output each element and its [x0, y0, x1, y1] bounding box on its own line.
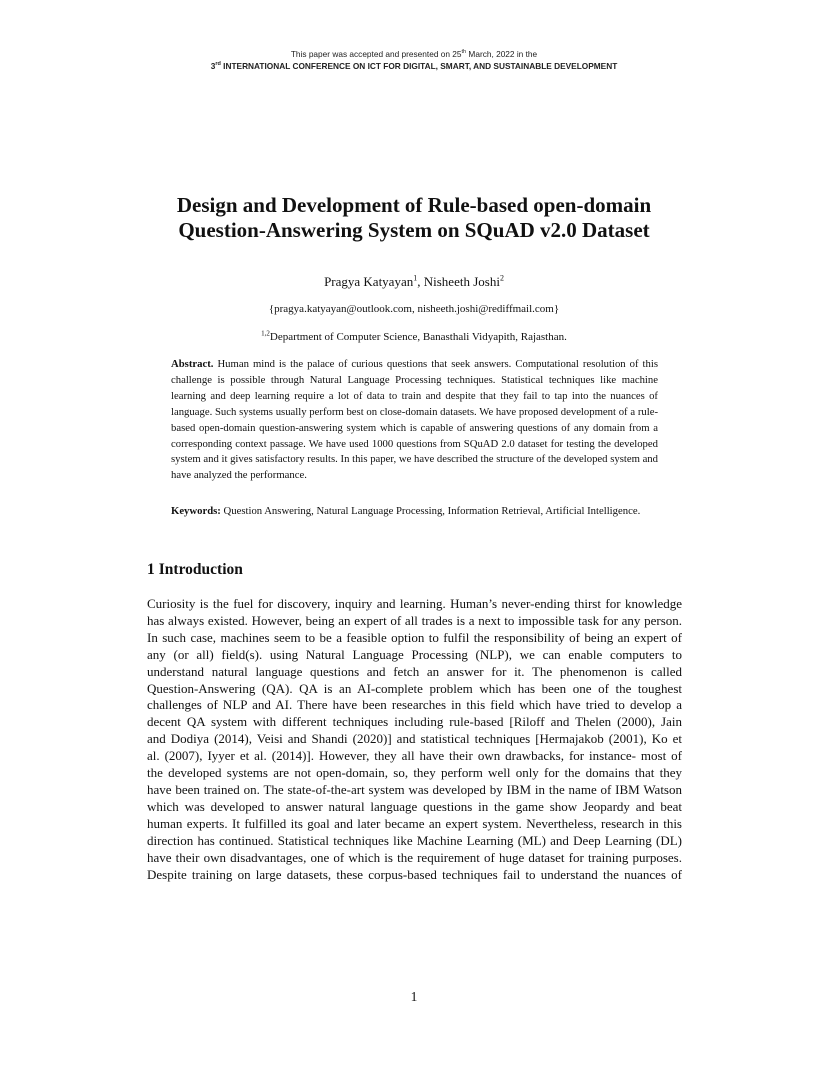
abstract-text: Human mind is the palace of curious questions that seek answers. Computational resolution of this challenge is possible through Natural Language Processing techniques. Statistical techniques like machine learning and deep learning require a lot of data to train and despite that they fail to tap into the nuances of language. Such systems usually perform best on close-domain datasets. We have proposed development of a rule-based open-domain question-answering system which is capable of answering questions of any domain from a corresponding context passage. We have used 1000 questions from SQuAD 2.0 dataset for testing the developed system and it gives satisfactory results. In this paper, we have described the structure of the developed system and have analyzed the performance.	[171, 358, 659, 482]
title-line-1: Design and Development of Rule-based open-domain	[176, 193, 652, 217]
intro-line: the developed systems are not open-domain, so, they perform well only for the domains that they	[147, 765, 682, 781]
section-title: Introduction	[158, 561, 243, 578]
author-list	[0, 274, 828, 290]
intro-line: have their own disadvantages, one of which is the requirement of huge dataset for training purposes.	[147, 849, 682, 865]
intro-line: Curiosity is the fuel for discovery, inquiry and learning. Human’s never-ending thirst for knowledge	[147, 596, 682, 611]
keywords-text: Question Answering, Natural Language Processing, Information Retrieval, Artificial Intelligence.	[223, 505, 641, 517]
intro-line: direction has continued. Statistical techniques like Machine Learning (ML) and Deep Learning (DL)	[147, 832, 682, 848]
affiliation-text: Department of Computer Science, Banasthali Vidyapith, Rajasthan.	[269, 331, 567, 343]
author-1-sup: 1	[413, 273, 418, 283]
author-2: Nisheeth Joshi	[423, 274, 500, 289]
abstract	[171, 357, 658, 484]
section-number: 1	[147, 561, 155, 578]
page-number: 1	[410, 989, 418, 1004]
abstract-label: Abstract.	[171, 358, 214, 370]
introduction-body	[147, 596, 682, 883]
intro-line: Question-Answering (QA). QA is an AI-complete problem which has been one of the toughest	[147, 680, 682, 696]
intro-line: In such case, machines seem to be a feasible option to fulfil the responsibility of being an expert of	[147, 629, 682, 645]
intro-line: and Dodiya (2014), Veisi and Shandi (2020)] and statistical techniques [Hermajakob (2001), Ko et	[147, 731, 682, 747]
title-line-2: Question-Answering System on SQuAD v2.0 Dataset	[178, 218, 650, 242]
intro-line: al. (2007), Iyyer et al. (2014)]. However, they all have their own drawbacks, for instance- most of	[147, 748, 682, 764]
intro-line: understand natural language questions and fetch an answer for it. The phenomenon is called	[147, 663, 682, 679]
author-separator: ,	[417, 274, 424, 289]
author-2-sup: 2	[499, 273, 504, 283]
keywords-label: Keywords:	[171, 505, 221, 517]
acceptance-note	[0, 49, 828, 59]
paper-title	[120, 193, 708, 243]
affiliation	[0, 331, 828, 343]
intro-line: have been trained on. The state-of-the-art system was developed by IBM in the name of IBM Watson	[147, 781, 682, 797]
intro-line: has always existed. However, being an expert of all trades is a next to impossible task for any person.	[147, 612, 682, 628]
section-heading	[147, 561, 243, 579]
conference-number-sup: rd	[215, 61, 221, 68]
author-1: Pragya Katyayan	[324, 274, 414, 289]
intro-line: which was developed to answer natural language questions in the game show Jeopardy and beat	[147, 798, 682, 814]
conference-title: INTERNATIONAL CONFERENCE ON ICT FOR DIGITAL, SMART, AND SUSTAINABLE DEVELOPMENT	[220, 61, 618, 71]
intro-line: human experts. It fulfilled its goal and later became an expert system. Nevertheless, research in this	[147, 815, 682, 831]
author-emails: {pragya.katyayan@outlook.com, nisheeth.joshi@rediffmail.com}	[268, 303, 560, 315]
affiliation-sup: 1,2	[261, 329, 270, 338]
conference-number: 3	[210, 61, 216, 71]
conference-name	[0, 61, 828, 71]
intro-line: any (or all) field(s). using Natural Language Processing (NLP), we can enable computers to	[147, 646, 682, 662]
acceptance-note-pre: This paper was accepted and presented on 25	[290, 49, 462, 59]
intro-line: decent QA system with different techniques including rule-based [Riloff and Thelen (2000), Jain	[147, 714, 682, 730]
intro-line: challenges of NLP and AI. There have been researches in this field which have tried to develop a	[147, 697, 682, 713]
acceptance-note-post: March, 2022 in the	[466, 49, 538, 59]
acceptance-note-sup: th	[461, 49, 467, 56]
intro-line: Despite training on large datasets, these corpus-based techniques fail to understand the nuances of	[147, 866, 682, 882]
keywords	[171, 504, 658, 520]
